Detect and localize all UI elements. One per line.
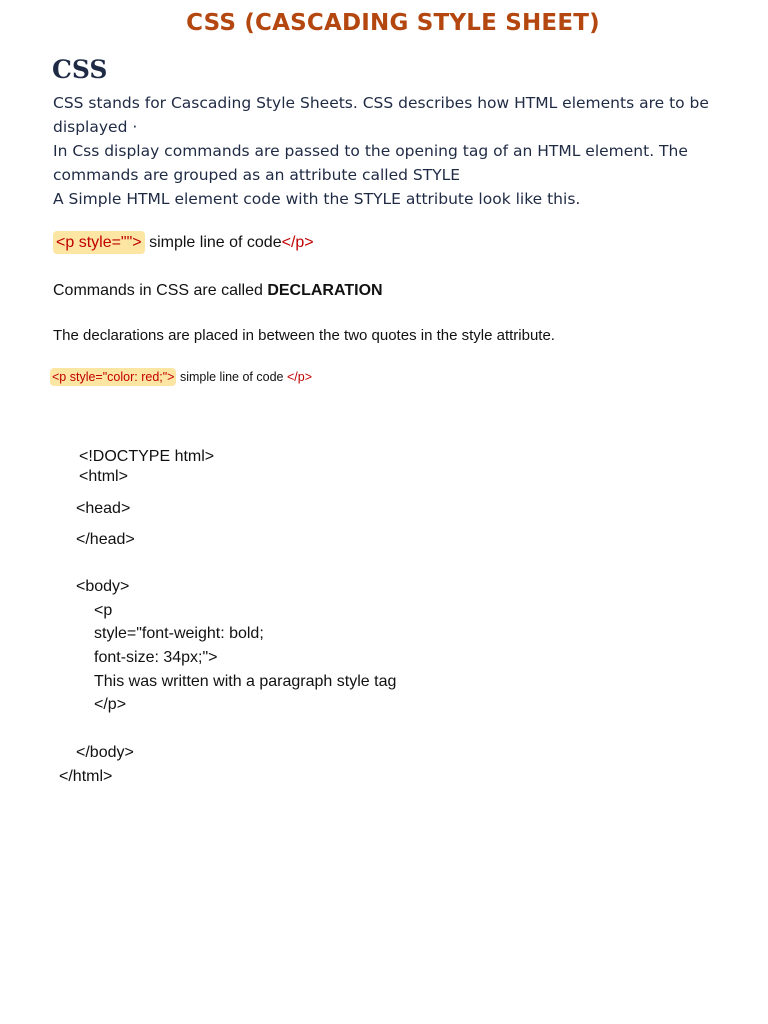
- code-line-body-close: </body>: [76, 744, 134, 761]
- intro-line: displayed ·: [53, 118, 138, 136]
- example-code-empty-style: [53, 234, 314, 252]
- intro-line: CSS stands for Cascading Style Sheets. CSS describes how HTML elements are to be: [53, 94, 709, 112]
- close-tag: </p>: [286, 370, 312, 384]
- intro-line: commands are grouped as an attribute called STYLE: [53, 166, 461, 184]
- section-heading: CSS: [52, 55, 108, 84]
- code-line-style-attr: font-size: 34px;">: [94, 649, 218, 666]
- intro-line: In Css display commands are passed to the opening tag of an HTML element. The: [53, 142, 688, 160]
- code-line-p-text: This was written with a paragraph style tag: [94, 673, 397, 690]
- code-line-html-open: <html>: [79, 468, 128, 485]
- declaration-prefix: Commands in CSS are called: [53, 282, 268, 299]
- example-text: simple line of code: [144, 234, 282, 251]
- code-line-head-close: </head>: [76, 531, 135, 548]
- document-title: CSS (CASCADING STYLE SHEET): [186, 10, 600, 36]
- highlighted-open-tag: <p style="color: red;">: [52, 370, 175, 384]
- code-line-style-attr: style="font-weight: bold;: [94, 625, 264, 642]
- example-code-color-style: [50, 370, 312, 384]
- code-line-head-open: <head>: [76, 500, 131, 517]
- code-line-html-close: </html>: [59, 768, 113, 785]
- code-line-body-open: <body>: [76, 578, 130, 595]
- example-text: simple line of code: [176, 370, 287, 384]
- intro-paragraph: [53, 91, 743, 211]
- code-line-p-close: </p>: [94, 696, 127, 713]
- code-line-p-open: <p: [94, 602, 113, 619]
- highlighted-open-tag: <p style="">: [53, 231, 145, 254]
- quotes-paragraph: The declarations are placed in between the two quotes in the style attribute.: [53, 327, 555, 344]
- declaration-paragraph: [53, 282, 383, 300]
- declaration-term: DECLARATION: [267, 282, 383, 299]
- code-line-doctype: <!DOCTYPE html>: [79, 448, 215, 465]
- intro-line: A Simple HTML element code with the STYLE attribute look like this.: [53, 190, 581, 208]
- close-tag: </p>: [281, 234, 314, 251]
